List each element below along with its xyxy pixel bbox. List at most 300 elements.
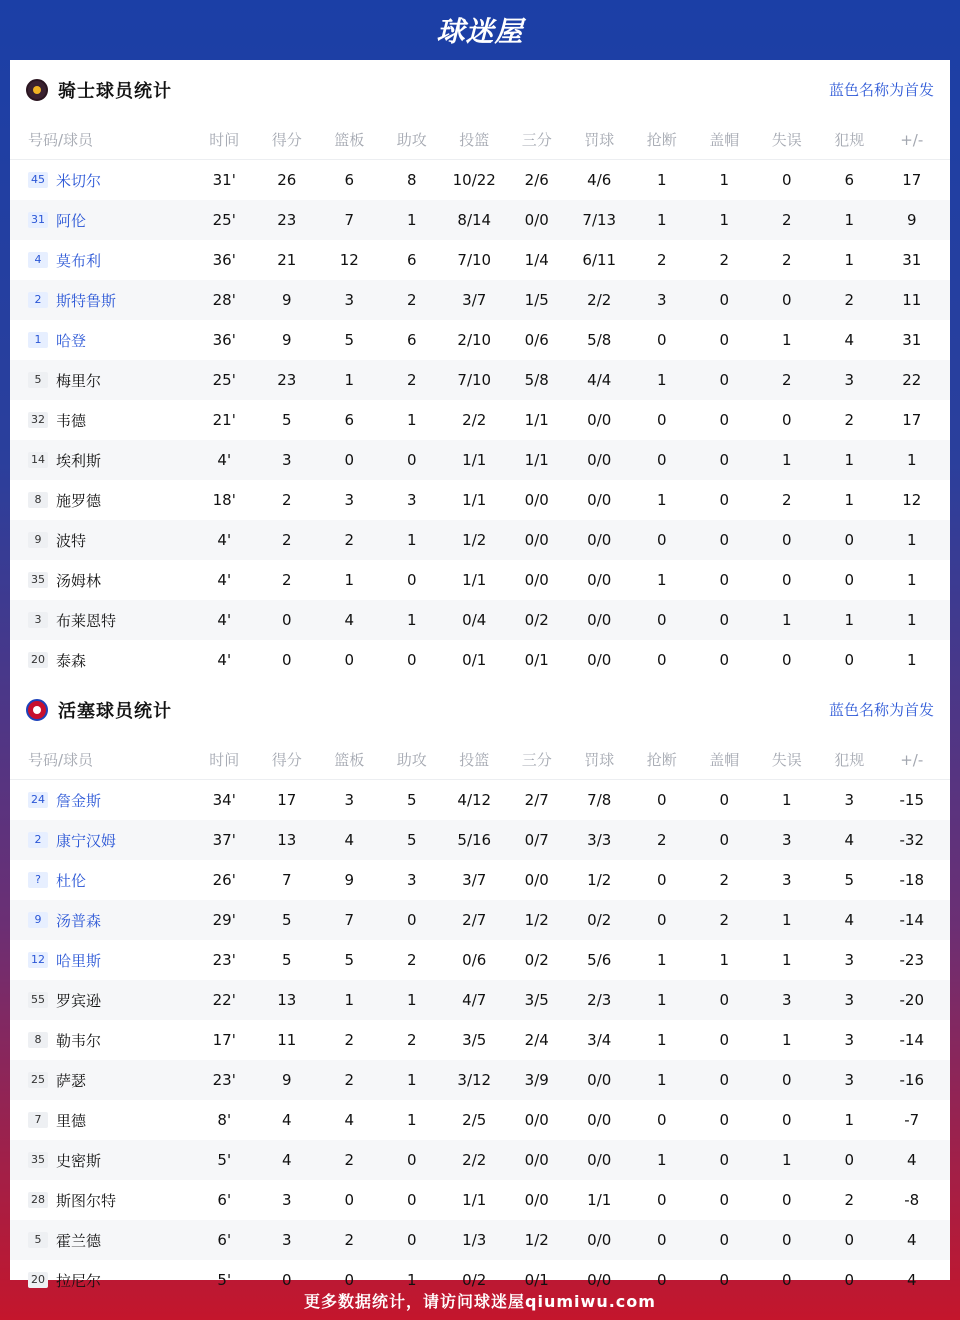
stat-cell: 1 bbox=[906, 611, 917, 629]
column-header[interactable]: 得分 bbox=[271, 131, 302, 149]
stat-cell: 0 bbox=[406, 451, 417, 469]
cavaliers-logo-icon bbox=[26, 79, 48, 101]
stat-cell: 2/7 bbox=[524, 791, 549, 809]
stat-cell: 0 bbox=[406, 1191, 417, 1209]
stat-cell: 1 bbox=[844, 451, 855, 469]
stat-cell: 4 bbox=[344, 1111, 355, 1129]
jersey-number: 45 bbox=[28, 172, 48, 188]
stat-cell: 5/16 bbox=[457, 831, 492, 849]
stat-cell: 1 bbox=[719, 211, 730, 229]
stat-cell: 0 bbox=[656, 791, 667, 809]
stat-cell: 0 bbox=[781, 411, 792, 429]
stat-cell: 8 bbox=[406, 171, 417, 189]
stat-cell: 5' bbox=[217, 1151, 232, 1169]
stat-cell: 2 bbox=[406, 371, 417, 389]
column-header[interactable]: 三分 bbox=[521, 131, 552, 149]
stat-cell: 0/0 bbox=[587, 451, 612, 469]
player-row[interactable] bbox=[10, 200, 950, 240]
stat-cell: 4 bbox=[281, 1151, 292, 1169]
stat-cell: 7/13 bbox=[582, 211, 617, 229]
player-name[interactable]: 波特 bbox=[56, 531, 87, 550]
stat-cell: 25' bbox=[212, 211, 236, 229]
stat-cell: 31 bbox=[902, 331, 922, 349]
player-name[interactable]: 杜伦 bbox=[56, 871, 87, 890]
stat-cell: 2/5 bbox=[462, 1111, 487, 1129]
player-cell bbox=[10, 910, 193, 931]
player-name[interactable]: 哈登 bbox=[56, 331, 87, 350]
stat-cell: 0/4 bbox=[462, 611, 487, 629]
stat-cell: 17 bbox=[277, 791, 297, 809]
player-cell bbox=[10, 950, 193, 971]
stat-cell: 1/2 bbox=[462, 531, 487, 549]
jersey-number: 35 bbox=[28, 1152, 48, 1168]
stat-cell: 2 bbox=[781, 251, 792, 269]
player-name[interactable]: 韦德 bbox=[56, 411, 87, 430]
stat-cell: 1/1 bbox=[524, 451, 549, 469]
stat-cell: 0/6 bbox=[462, 951, 487, 969]
player-row[interactable] bbox=[10, 1020, 950, 1060]
stat-cell: 0/0 bbox=[587, 571, 612, 589]
stat-cell: 4 bbox=[844, 831, 855, 849]
player-name[interactable]: 斯图尔特 bbox=[56, 1191, 117, 1210]
stat-cell: 10/22 bbox=[452, 171, 496, 189]
jersey-number: 4 bbox=[28, 252, 48, 268]
player-cell bbox=[10, 990, 193, 1011]
stat-cell: 0 bbox=[719, 791, 730, 809]
stat-cell: 1/1 bbox=[462, 451, 487, 469]
stat-cell: 1 bbox=[344, 571, 355, 589]
player-name[interactable]: 萨瑟 bbox=[56, 1071, 87, 1090]
team-section bbox=[10, 60, 950, 680]
player-cell bbox=[10, 450, 193, 471]
player-name[interactable]: 史密斯 bbox=[56, 1151, 102, 1170]
player-row[interactable] bbox=[10, 600, 950, 640]
player-row[interactable] bbox=[10, 560, 950, 600]
column-header[interactable]: 得分 bbox=[271, 751, 302, 769]
stat-cell: 0 bbox=[281, 1271, 292, 1289]
stat-cell: 2 bbox=[781, 491, 792, 509]
column-header[interactable]: 失误 bbox=[771, 751, 802, 769]
stat-cell: 5 bbox=[281, 411, 292, 429]
jersey-number: 1 bbox=[28, 332, 48, 348]
stat-cell: 6' bbox=[217, 1191, 232, 1209]
stat-cell: 5 bbox=[281, 951, 292, 969]
column-header[interactable]: 篮板 bbox=[334, 131, 365, 149]
stat-cell: 1/2 bbox=[524, 1231, 549, 1249]
stat-cell: 28' bbox=[212, 291, 236, 309]
stat-cell: 0 bbox=[719, 651, 730, 669]
stat-cell: 3 bbox=[656, 291, 667, 309]
stat-cell: 23 bbox=[277, 211, 297, 229]
stat-cell: 21 bbox=[277, 251, 297, 269]
stat-cell: -32 bbox=[899, 831, 924, 849]
stat-cell: 0/0 bbox=[587, 1271, 612, 1289]
stat-cell: 2 bbox=[406, 291, 417, 309]
stat-cell: 1 bbox=[844, 491, 855, 509]
column-header[interactable]: 犯规 bbox=[834, 751, 865, 769]
stat-cell: 1 bbox=[406, 991, 417, 1009]
stat-cell: 2/4 bbox=[524, 1031, 549, 1049]
stats-panel bbox=[10, 60, 950, 1290]
jersey-number: 2 bbox=[28, 292, 48, 308]
player-cell bbox=[10, 790, 193, 811]
stat-cell: 0/0 bbox=[587, 651, 612, 669]
stat-cell: 1 bbox=[906, 651, 917, 669]
stat-cell: 2 bbox=[344, 531, 355, 549]
stat-cell: -14 bbox=[899, 911, 924, 929]
player-row[interactable] bbox=[10, 400, 950, 440]
stat-cell: 0 bbox=[656, 1231, 667, 1249]
jersey-number: 14 bbox=[28, 452, 48, 468]
stat-cell: 3 bbox=[781, 991, 792, 1009]
column-header[interactable]: 罚球 bbox=[584, 131, 615, 149]
stat-cell: 0/0 bbox=[524, 571, 549, 589]
stat-cell: 5 bbox=[281, 911, 292, 929]
player-row[interactable] bbox=[10, 520, 950, 560]
stat-cell: 3 bbox=[844, 1031, 855, 1049]
stat-cell: 1 bbox=[344, 991, 355, 1009]
player-name[interactable]: 埃利斯 bbox=[56, 451, 102, 470]
player-row[interactable] bbox=[10, 900, 950, 940]
stat-cell: 0/0 bbox=[524, 871, 549, 889]
column-header[interactable]: 时间 bbox=[209, 131, 240, 149]
stat-cell: 1 bbox=[719, 951, 730, 969]
player-name[interactable]: 米切尔 bbox=[56, 171, 102, 190]
stat-cell: 2 bbox=[344, 1031, 355, 1049]
stat-cell: 1 bbox=[656, 1151, 667, 1169]
player-row[interactable] bbox=[10, 280, 950, 320]
starter-legend: 蓝色名称为首发 bbox=[828, 701, 934, 719]
table-header-row bbox=[10, 740, 950, 780]
stat-cell: 1 bbox=[781, 611, 792, 629]
stat-cell: 2/2 bbox=[462, 1151, 487, 1169]
player-cell bbox=[10, 530, 193, 551]
player-name[interactable]: 施罗德 bbox=[56, 491, 102, 510]
stat-cell: 3 bbox=[844, 951, 855, 969]
stat-cell: 0 bbox=[719, 451, 730, 469]
stat-cell: 17' bbox=[212, 1031, 236, 1049]
stat-cell: 23' bbox=[212, 1071, 236, 1089]
player-row[interactable] bbox=[10, 240, 950, 280]
player-cell bbox=[10, 330, 193, 351]
stat-cell: 0/7 bbox=[524, 831, 549, 849]
team-section bbox=[10, 680, 950, 1300]
stat-cell: 0 bbox=[844, 531, 855, 549]
stat-cell: 0/2 bbox=[462, 1271, 487, 1289]
column-header[interactable]: 犯规 bbox=[834, 131, 865, 149]
stat-cell: 0 bbox=[344, 651, 355, 669]
player-cell bbox=[10, 290, 193, 311]
stat-cell: 0 bbox=[844, 651, 855, 669]
stat-cell: 2 bbox=[281, 571, 292, 589]
stat-cell: 21' bbox=[212, 411, 236, 429]
stat-cell: 0 bbox=[406, 571, 417, 589]
player-name[interactable]: 哈里斯 bbox=[56, 951, 102, 970]
stat-cell: 7 bbox=[344, 211, 355, 229]
jersey-number: 20 bbox=[28, 1272, 48, 1288]
stat-cell: 0/2 bbox=[524, 951, 549, 969]
stat-cell: 2/2 bbox=[587, 291, 612, 309]
stat-cell: 4/6 bbox=[587, 171, 612, 189]
stat-cell: 2 bbox=[844, 291, 855, 309]
player-row[interactable] bbox=[10, 1180, 950, 1220]
stat-cell: 4' bbox=[217, 651, 232, 669]
stat-cell: -14 bbox=[899, 1031, 924, 1049]
column-header[interactable]: 助攻 bbox=[396, 751, 427, 769]
stat-cell: 6' bbox=[217, 1231, 232, 1249]
stat-cell: 6 bbox=[344, 171, 355, 189]
column-header[interactable]: 盖帽 bbox=[709, 751, 740, 769]
stat-cell: 1 bbox=[656, 1071, 667, 1089]
jersey-number: 3 bbox=[28, 612, 48, 628]
player-cell bbox=[10, 250, 193, 271]
player-row[interactable] bbox=[10, 940, 950, 980]
stat-cell: 5/6 bbox=[587, 951, 612, 969]
stat-cell: 3 bbox=[344, 791, 355, 809]
column-header[interactable]: +/- bbox=[900, 750, 924, 769]
player-row[interactable] bbox=[10, 820, 950, 860]
stat-cell: 1 bbox=[406, 211, 417, 229]
stat-cell: -20 bbox=[899, 991, 924, 1009]
stat-cell: 37' bbox=[212, 831, 236, 849]
stat-cell: 3 bbox=[281, 451, 292, 469]
stat-cell: 0 bbox=[344, 1191, 355, 1209]
stat-cell: 3 bbox=[406, 491, 417, 509]
stat-cell: 0/0 bbox=[524, 1151, 549, 1169]
jersey-number: 5 bbox=[28, 1232, 48, 1248]
stat-cell: 4' bbox=[217, 571, 232, 589]
stat-cell: 4' bbox=[217, 531, 232, 549]
stat-cell: 0/0 bbox=[524, 1111, 549, 1129]
stat-cell: 0 bbox=[719, 991, 730, 1009]
stat-cell: 1 bbox=[406, 411, 417, 429]
column-header[interactable]: +/- bbox=[900, 130, 924, 149]
footer-banner[interactable]: 更多数据统计，请访问球迷屋qiumiwu.com bbox=[304, 1291, 656, 1311]
jersey-number: 35 bbox=[28, 572, 48, 588]
column-header[interactable]: 号码/球员 bbox=[28, 751, 94, 769]
player-row[interactable] bbox=[10, 1140, 950, 1180]
stat-cell: 1 bbox=[781, 911, 792, 929]
stat-cell: 9 bbox=[281, 331, 292, 349]
stat-cell: 6 bbox=[406, 331, 417, 349]
stat-cell: 0 bbox=[656, 1111, 667, 1129]
stat-cell: 0/0 bbox=[524, 491, 549, 509]
stat-cell: 0 bbox=[781, 1111, 792, 1129]
stat-cell: 5 bbox=[406, 791, 417, 809]
stat-cell: 1 bbox=[844, 211, 855, 229]
player-cell bbox=[10, 1110, 193, 1131]
player-cell bbox=[10, 170, 193, 191]
stat-cell: 3 bbox=[844, 791, 855, 809]
player-name[interactable]: 康宁汉姆 bbox=[56, 831, 117, 850]
player-name[interactable]: 莫布利 bbox=[56, 251, 102, 270]
player-name[interactable]: 布莱恩特 bbox=[56, 611, 117, 630]
jersey-number: 32 bbox=[28, 412, 48, 428]
stat-cell: 1 bbox=[656, 571, 667, 589]
stat-cell: 1 bbox=[781, 791, 792, 809]
jersey-number: 7 bbox=[28, 1112, 48, 1128]
stat-cell: 22' bbox=[212, 991, 236, 1009]
jersey-number: 28 bbox=[28, 1192, 48, 1208]
stat-cell: 26' bbox=[212, 871, 236, 889]
stat-cell: 9 bbox=[281, 1071, 292, 1089]
stat-cell: 3 bbox=[844, 371, 855, 389]
stat-cell: 17 bbox=[902, 171, 922, 189]
jersey-number: 24 bbox=[28, 792, 48, 808]
column-header[interactable]: 抢断 bbox=[646, 131, 677, 149]
player-name[interactable]: 梅里尔 bbox=[56, 371, 102, 390]
stat-cell: 0 bbox=[719, 491, 730, 509]
stat-cell: 0 bbox=[406, 1231, 417, 1249]
stat-cell: 0/6 bbox=[524, 331, 549, 349]
player-row[interactable] bbox=[10, 320, 950, 360]
player-name[interactable]: 里德 bbox=[56, 1111, 87, 1130]
stat-cell: 1/1 bbox=[587, 1191, 612, 1209]
stat-cell: 2/3 bbox=[587, 991, 612, 1009]
brand-logo: 球迷屋 bbox=[436, 15, 524, 48]
stat-cell: 3/9 bbox=[524, 1071, 549, 1089]
stat-cell: 0 bbox=[844, 1231, 855, 1249]
stat-cell: 1 bbox=[781, 331, 792, 349]
stat-cell: 7/10 bbox=[457, 251, 492, 269]
stat-cell: 1 bbox=[781, 451, 792, 469]
stat-cell: 3 bbox=[406, 871, 417, 889]
stat-cell: 5 bbox=[344, 951, 355, 969]
stat-cell: 1 bbox=[406, 1271, 417, 1289]
player-row[interactable] bbox=[10, 480, 950, 520]
stat-cell: 31' bbox=[212, 171, 236, 189]
stat-cell: -15 bbox=[899, 791, 924, 809]
column-header[interactable]: 三分 bbox=[521, 751, 552, 769]
player-cell bbox=[10, 210, 193, 231]
stat-cell: 0/2 bbox=[587, 911, 612, 929]
player-name[interactable]: 拉尼尔 bbox=[56, 1271, 102, 1290]
column-header[interactable]: 投篮 bbox=[459, 131, 490, 149]
column-header[interactable]: 篮板 bbox=[334, 751, 365, 769]
player-name[interactable]: 勒韦尔 bbox=[56, 1031, 102, 1050]
player-row[interactable] bbox=[10, 440, 950, 480]
player-row[interactable] bbox=[10, 1060, 950, 1100]
stat-cell: 7/10 bbox=[457, 371, 492, 389]
stat-cell: 1 bbox=[656, 211, 667, 229]
stat-cell: 3 bbox=[844, 1071, 855, 1089]
stat-cell: 4' bbox=[217, 451, 232, 469]
stat-cell: 1 bbox=[906, 451, 917, 469]
stat-cell: 6 bbox=[844, 171, 855, 189]
jersey-number: 8 bbox=[28, 492, 48, 508]
stat-cell: 2 bbox=[844, 411, 855, 429]
stat-cell: 0 bbox=[719, 831, 730, 849]
stat-cell: 2 bbox=[656, 251, 667, 269]
player-name[interactable]: 斯特鲁斯 bbox=[56, 291, 117, 310]
stat-cell: 0 bbox=[781, 1191, 792, 1209]
stat-cell: 0/0 bbox=[587, 611, 612, 629]
stat-cell: 1/5 bbox=[524, 291, 549, 309]
stat-cell: 1 bbox=[781, 951, 792, 969]
jersey-number: 9 bbox=[28, 912, 48, 928]
stat-cell: 0 bbox=[719, 1071, 730, 1089]
stat-cell: 6 bbox=[406, 251, 417, 269]
stat-cell: 0 bbox=[656, 451, 667, 469]
stat-cell: 3/5 bbox=[524, 991, 549, 1009]
jersey-number: 2 bbox=[28, 832, 48, 848]
stat-cell: 0 bbox=[719, 571, 730, 589]
stat-cell: 4 bbox=[344, 611, 355, 629]
jersey-number: 12 bbox=[28, 952, 48, 968]
stat-cell: 2 bbox=[719, 871, 730, 889]
column-header[interactable]: 助攻 bbox=[396, 131, 427, 149]
column-header[interactable]: 盖帽 bbox=[709, 131, 740, 149]
stat-cell: 1/1 bbox=[462, 491, 487, 509]
player-row[interactable] bbox=[10, 860, 950, 900]
player-name[interactable]: 霍兰德 bbox=[56, 1231, 102, 1250]
player-row[interactable] bbox=[10, 780, 950, 820]
player-row[interactable] bbox=[10, 360, 950, 400]
player-name[interactable]: 罗宾逊 bbox=[56, 991, 102, 1010]
player-row[interactable] bbox=[10, 1220, 950, 1260]
stat-cell: 0 bbox=[656, 911, 667, 929]
section-title: 活塞球员统计 bbox=[58, 701, 172, 722]
column-header[interactable]: 失误 bbox=[771, 131, 802, 149]
player-cell bbox=[10, 830, 193, 851]
stat-cell: 1 bbox=[906, 531, 917, 549]
player-cell bbox=[10, 1030, 193, 1051]
player-name[interactable]: 泰森 bbox=[56, 651, 87, 670]
stat-cell: 0 bbox=[719, 411, 730, 429]
stat-cell: 1 bbox=[906, 571, 917, 589]
player-row[interactable] bbox=[10, 980, 950, 1020]
column-header[interactable]: 抢断 bbox=[646, 751, 677, 769]
stat-cell: 3 bbox=[281, 1191, 292, 1209]
player-name[interactable]: 阿伦 bbox=[56, 211, 87, 230]
player-row[interactable] bbox=[10, 1100, 950, 1140]
stat-cell: 18' bbox=[212, 491, 236, 509]
stat-cell: 2 bbox=[281, 491, 292, 509]
stat-cell: 1 bbox=[656, 951, 667, 969]
stat-cell: 0 bbox=[656, 871, 667, 889]
player-name[interactable]: 汤姆林 bbox=[56, 571, 102, 590]
player-name[interactable]: 詹金斯 bbox=[56, 791, 102, 810]
stat-cell: 0 bbox=[781, 571, 792, 589]
stat-cell: 5/8 bbox=[524, 371, 549, 389]
stat-cell: 0/0 bbox=[587, 531, 612, 549]
column-header[interactable]: 号码/球员 bbox=[28, 131, 94, 149]
player-name[interactable]: 汤普森 bbox=[56, 911, 102, 930]
column-header[interactable]: 时间 bbox=[209, 751, 240, 769]
stat-cell: 6/11 bbox=[582, 251, 617, 269]
stat-cell: 1 bbox=[781, 1031, 792, 1049]
table-header-row bbox=[10, 120, 950, 160]
stat-cell: 4/12 bbox=[457, 791, 492, 809]
column-header[interactable]: 投篮 bbox=[459, 751, 490, 769]
stat-cell: 1 bbox=[656, 991, 667, 1009]
player-row[interactable] bbox=[10, 160, 950, 200]
stat-cell: 0 bbox=[781, 1071, 792, 1089]
stat-cell: 2 bbox=[344, 1071, 355, 1089]
stat-cell: 0/0 bbox=[524, 211, 549, 229]
stat-cell: 5 bbox=[406, 831, 417, 849]
stat-cell: 0 bbox=[406, 1151, 417, 1169]
stat-cell: 0 bbox=[656, 331, 667, 349]
stat-cell: 1 bbox=[844, 251, 855, 269]
stat-cell: 0/0 bbox=[587, 1231, 612, 1249]
stat-cell: 29' bbox=[212, 911, 236, 929]
stat-cell: 2/2 bbox=[462, 411, 487, 429]
stat-cell: 1/1 bbox=[524, 411, 549, 429]
stat-cell: 3 bbox=[781, 831, 792, 849]
column-header[interactable]: 罚球 bbox=[584, 751, 615, 769]
player-row[interactable] bbox=[10, 640, 950, 680]
